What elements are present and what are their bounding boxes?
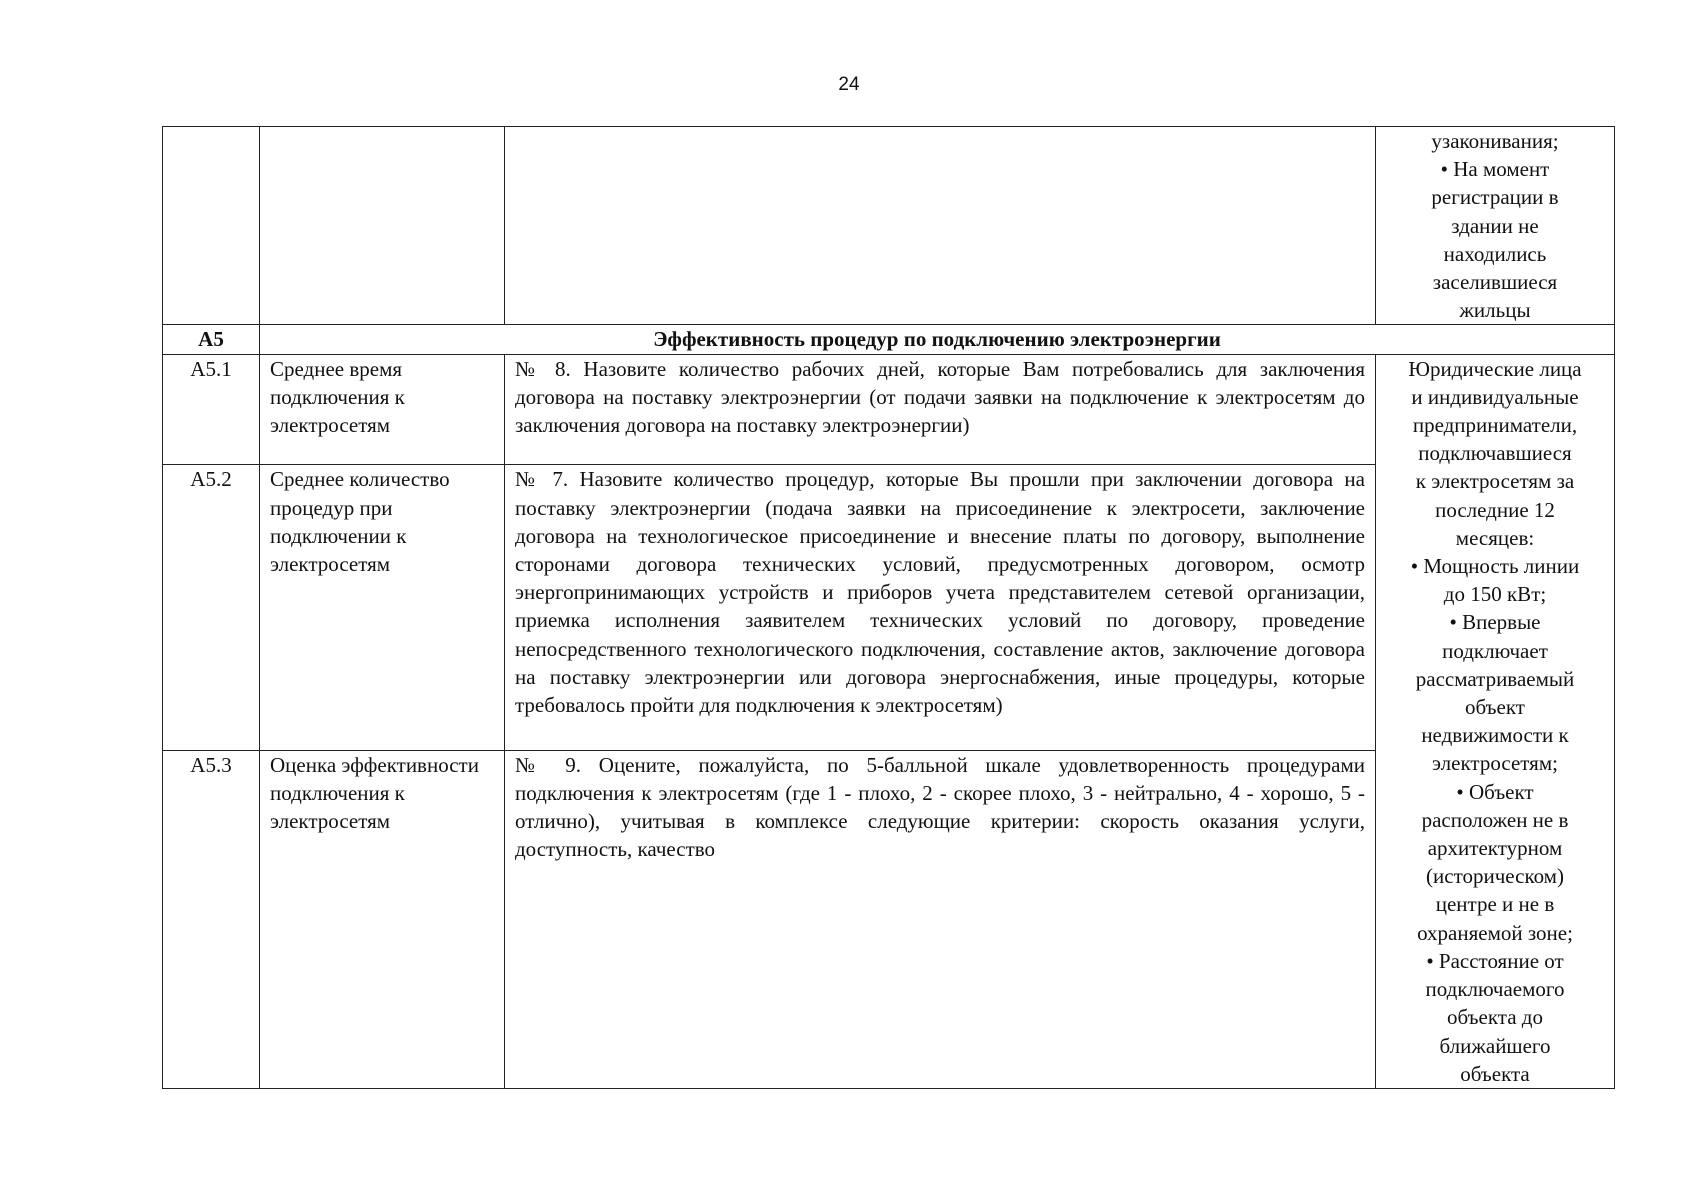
respondents-line: подключаемого [1425, 977, 1565, 1002]
respondents-line: центре и не в [1435, 892, 1555, 917]
row-indicator-name: Оценка эффективности подключения к электросетям [260, 750, 505, 1088]
respondents-line: • На момент [1440, 157, 1550, 182]
respondents-line: недвижимости к [1421, 723, 1569, 748]
respondents-line: электросетям; [1432, 751, 1558, 776]
respondents-line: подключает [1442, 638, 1548, 663]
row-question: № 9. Оцените, пожалуйста, по 5-балльной шкале удовлетворенность процедурами подключения к электросетям (где 1 - плохо, 2 - скорее плохо, 3 - нейтрально, 4 - хорошо, 5 - отлично), учитывая в комплексе следующие критерии: скорость оказания услуги, доступность, качество [505, 750, 1376, 1088]
respondents-cell [1376, 127, 1615, 325]
table-row [163, 354, 1615, 465]
section-title: Эффективность процедур по подключению электроэнергии [260, 325, 1615, 354]
respondents-line: жильцы [1459, 298, 1531, 323]
respondents-line: месяцев: [1455, 525, 1535, 550]
respondents-line: рассматриваемый [1415, 666, 1575, 691]
respondents-line: ближайшего [1439, 1033, 1551, 1058]
respondents-line: объекта [1460, 1061, 1530, 1086]
respondents-line: охраняемой зоне; [1417, 920, 1573, 945]
respondents-line: узаконивания; [1431, 129, 1559, 153]
respondents-line: • Объект [1456, 779, 1534, 804]
code-cell [163, 127, 260, 325]
respondents-line: архитектурном [1427, 836, 1563, 861]
respondents-cell [1376, 354, 1615, 1088]
continuation-row [163, 127, 1615, 325]
row-code: А5.2 [163, 465, 260, 750]
respondents-line: объекта до [1447, 1005, 1543, 1030]
row-indicator-name: Среднее количество процедур при подключении к электросетям [260, 465, 505, 750]
question-cell [505, 127, 1376, 325]
respondents-line: • Впервые [1449, 610, 1541, 635]
respondents-line: здании не [1451, 213, 1539, 238]
respondents-line: (историческом) [1426, 864, 1564, 889]
row-question: № 7. Назовите количество процедур, которые Вы прошли при заключении договора на поставку электроэнергии (подача заявки на присоединение к электросети, заключение договора на технологическое присоединение и внесение платы по договору, выполнение сторонами договора технических условий, предусмотренных договором, осмотр энергопринимающих устройств и приборов учета представителем сетевой организации, приемка исполнения заявителем технических условий по договору, проведение непосредственного технологического подключения, составление актов, заключение договора на поставку электроэнергии или договора энергоснабжения, иные процедуры, которые требовалось пройти для подключения к электросетям) [505, 465, 1376, 750]
row-question: № 8. Назовите количество рабочих дней, которые Вам потребовались для заключения договора на поставку электроэнергии (от подачи заявки на подключение к электросетям до заключения договора на поставку электроэнергии) [505, 354, 1376, 465]
respondents-line: подключавшиеся [1418, 441, 1572, 466]
name-cell [260, 127, 505, 325]
row-code: А5.3 [163, 750, 260, 1088]
section-code: А5 [163, 325, 260, 354]
respondents-line: регистрации в [1431, 185, 1559, 210]
row-indicator-name: Среднее время подключения к электросетям [260, 354, 505, 465]
respondents-line: находились [1443, 241, 1547, 266]
respondents-line: заселившиеся [1432, 270, 1558, 295]
row-code: А5.1 [163, 354, 260, 465]
respondents-line: • Расстояние от [1426, 948, 1564, 973]
respondents-line: последние 12 [1435, 497, 1555, 522]
indicators-table [162, 126, 1615, 1089]
page-number: 24 [838, 74, 860, 95]
respondents-line: объект [1465, 695, 1525, 720]
respondents-line: • Мощность линии [1410, 554, 1580, 579]
respondents-line: и индивидуальные [1411, 384, 1579, 409]
respondents-line: до 150 кВт; [1443, 582, 1547, 607]
respondents-line: Юридические лица [1408, 356, 1582, 381]
section-row [163, 325, 1615, 354]
respondents-line: к электросетям за [1415, 469, 1575, 494]
respondents-line: расположен не в [1421, 807, 1569, 832]
respondents-line: предприниматели, [1412, 413, 1578, 438]
